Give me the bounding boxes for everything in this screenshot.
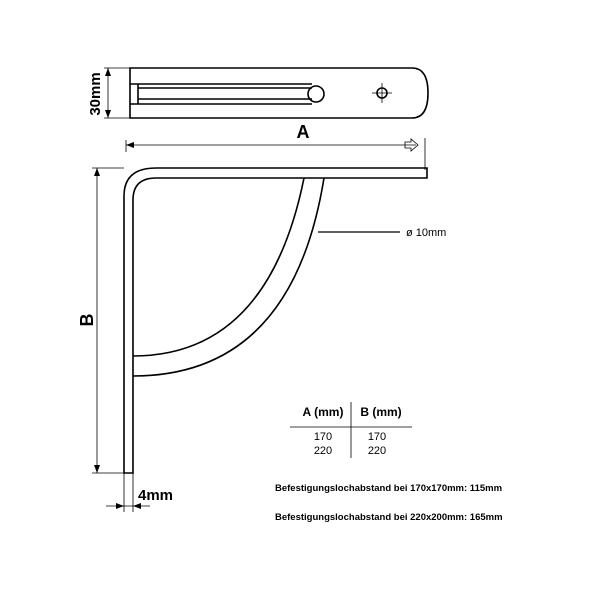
note-hole-spacing: Befestigungslochabstand bei 170x170mm: 115mm bbox=[275, 483, 503, 494]
width-label: A bbox=[296, 122, 310, 142]
support-rod-outer bbox=[133, 178, 304, 356]
height-dimension bbox=[104, 68, 130, 118]
length-label: B bbox=[76, 313, 97, 327]
table-cell: 170 bbox=[367, 431, 387, 443]
height-label: 30mm bbox=[86, 72, 104, 116]
top-view bbox=[130, 68, 428, 118]
table-cell: 220 bbox=[313, 445, 333, 457]
rod-end-circle bbox=[308, 86, 324, 102]
table-header-a: A (mm) bbox=[302, 405, 344, 419]
table-cell: 170 bbox=[313, 431, 333, 443]
support-rod-inner bbox=[133, 178, 324, 376]
thickness-label: 4mm bbox=[138, 487, 174, 504]
size-table bbox=[290, 402, 412, 458]
length-dimension bbox=[92, 168, 124, 473]
note-hole-spacing: Befestigungslochabstand bei 220x200mm: 165mm bbox=[275, 512, 503, 523]
table-cell: 220 bbox=[367, 445, 387, 457]
width-dimension bbox=[126, 138, 425, 170]
table-header-b: B (mm) bbox=[360, 405, 402, 419]
rod-label: ø 10mm bbox=[406, 227, 447, 239]
